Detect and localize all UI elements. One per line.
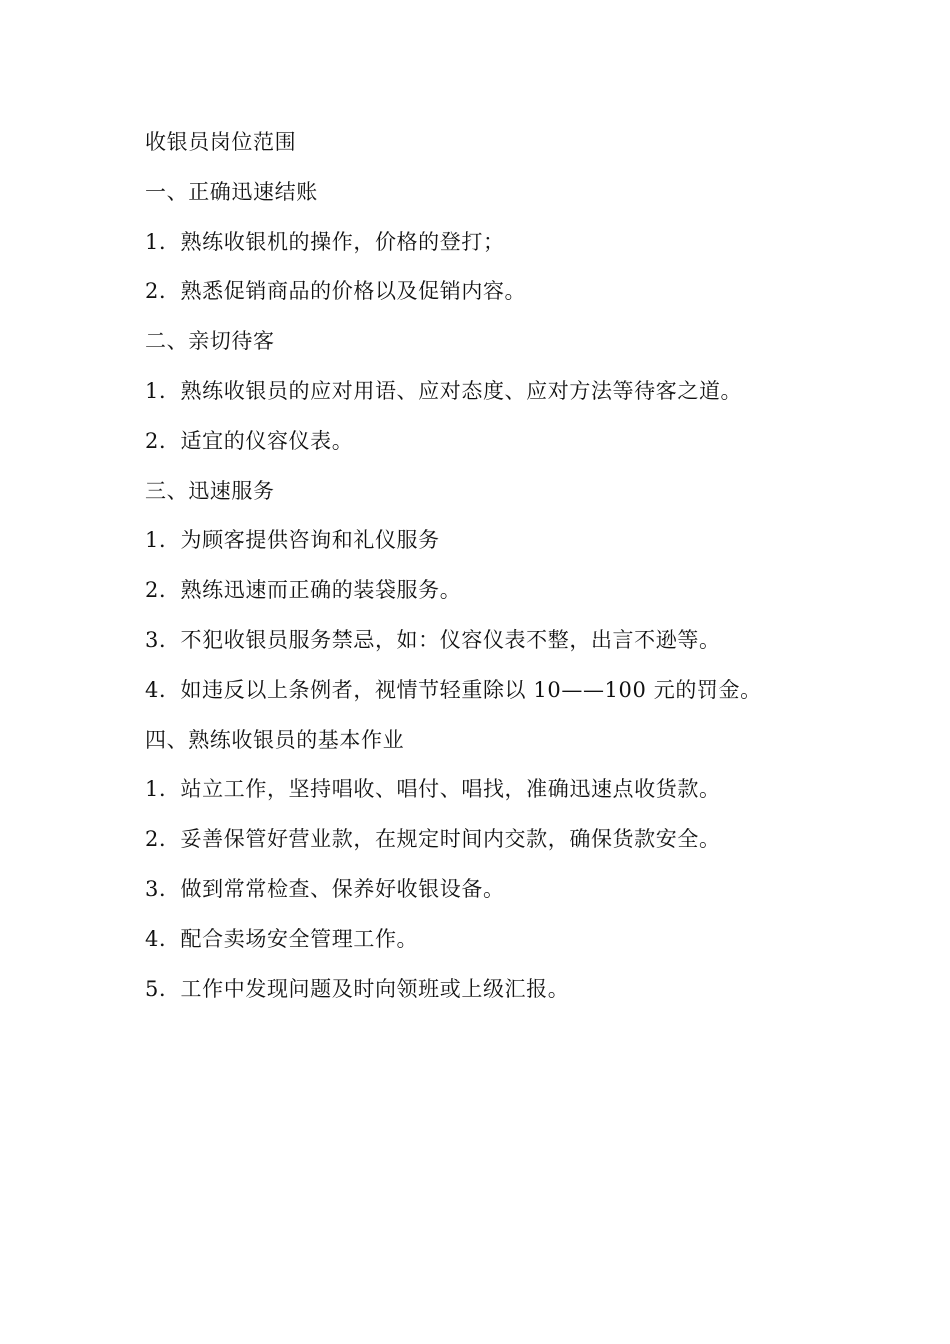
list-item: 2．妥善保管好营业款，在规定时间内交款，确保货款安全。 [145,827,721,852]
list-item: 2．适宜的仪容仪表。 [145,428,354,453]
section-heading-2: 二、亲切待客 [145,329,275,354]
list-item: 2．熟练迅速而正确的装袋服务。 [145,578,462,603]
document-title: 收银员岗位范围 [145,130,297,154]
list-item: 5．工作中发现问题及时向领班或上级汇报。 [145,976,570,1001]
document-body [145,118,845,1014]
list-item: 1．为顾客提供咨询和礼仪服务 [145,528,440,553]
section-heading-1: 一、正确迅速结账 [145,179,318,204]
list-item: 4．如违反以上条例者，视情节轻重除以 10——100 元的罚金。 [145,677,762,702]
section-heading-3: 三、迅速服务 [145,478,275,503]
list-item: 1．熟练收银机的操作，价格的登打； [145,229,505,254]
list-item: 3．做到常常检查、保养好收银设备。 [145,876,505,901]
list-item: 3．不犯收银员服务禁忌，如：仪容仪表不整，出言不逊等。 [145,627,721,652]
list-item: 1．站立工作，坚持唱收、唱付、唱找，准确迅速点收货款。 [145,777,721,802]
list-item: 1．熟练收银员的应对用语、应对态度、应对方法等待客之道。 [145,378,743,403]
list-item: 4．配合卖场安全管理工作。 [145,926,419,951]
list-item: 2．熟悉促销商品的价格以及促销内容。 [145,279,527,304]
section-heading-4: 四、熟练收银员的基本作业 [145,727,405,752]
